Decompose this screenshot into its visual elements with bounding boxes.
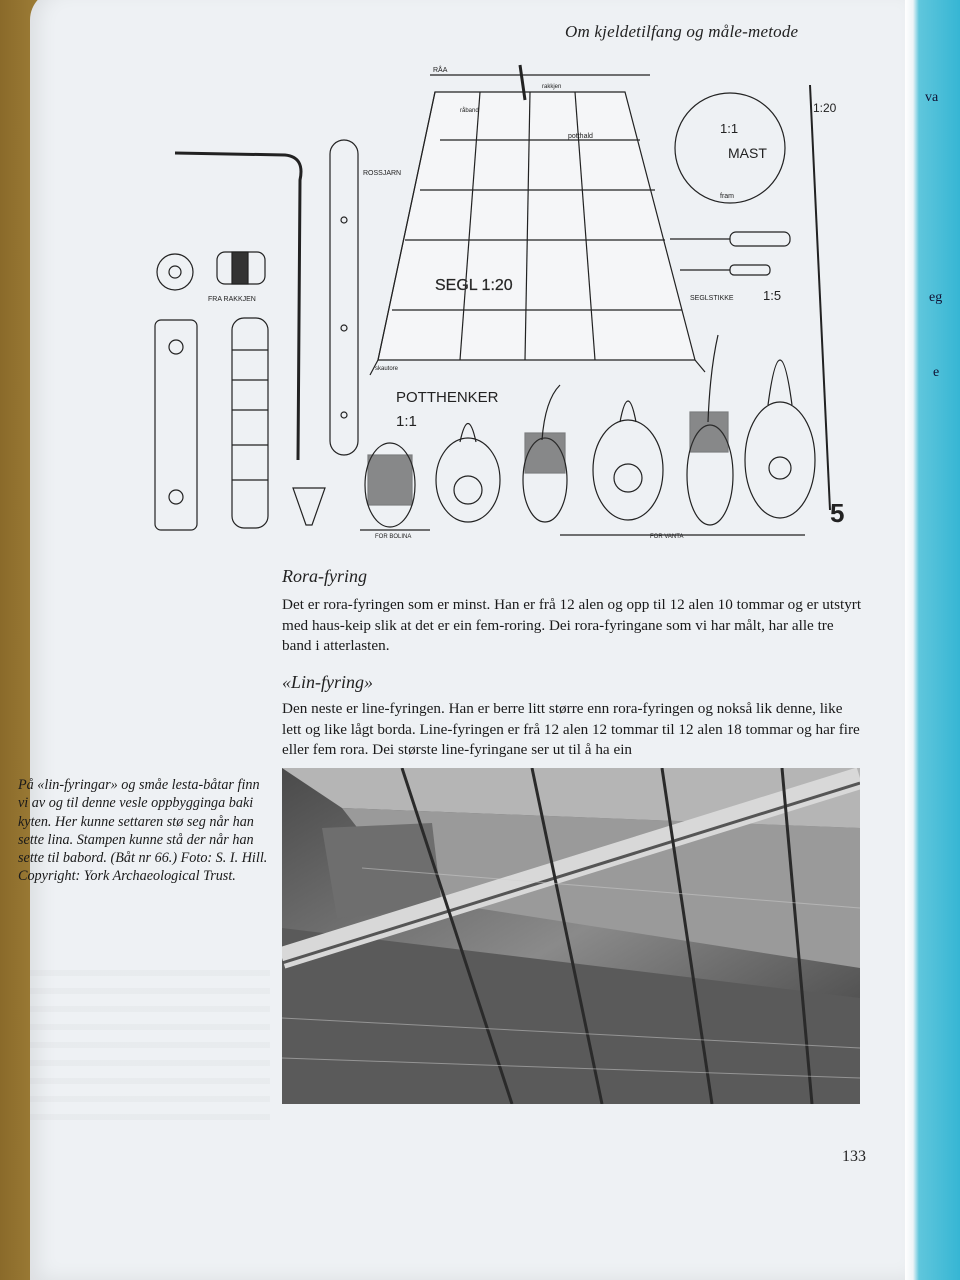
technical-drawing [150,60,860,550]
label-rossjarn: ROSSJARN [363,170,402,177]
label-potthald: potthald [568,133,593,140]
cover-text-fragment: eg [929,290,943,305]
boat-interior-photo [282,768,860,1104]
section-title: «Lin-fyring» [282,672,374,692]
sail-outline [378,92,695,360]
label-potthenker: POTTHENKER [396,389,499,406]
label-segl: SEGL 1:20 [435,277,513,294]
label-mast: MAST [728,145,767,161]
label-seglstikke-scale: 1:5 [763,288,782,303]
cover-text-fragment: e [933,365,940,380]
label-for-vanta: FOR VANTA [650,534,684,540]
label-raa: RÅA [433,67,448,74]
label-scale-120: 1:20 [813,101,837,115]
cover-text-fragment: va [925,90,939,105]
page-number: 133 [842,1148,866,1165]
section-paragraph: Den neste er line-fyringen. Han er berre litt større enn rora-fyringen og nokså lik denne, like lett og like lågt borda. Line-fyringen er frå 12 alen 12 tommar til 12 alen 18 tommar og har fire eller fem rora. Dei største line-fyringane ser ut til å ha ein [282,700,860,758]
label-rakkjen: rakkjen [542,84,562,90]
section-paragraph: Det er rora-fyringen som er minst. Han er frå 12 alen og opp til 12 alen 10 tommar og er utstyrt med haus-keip slik at det er ein fem-roring. Dei rora-fyringane som vi har målt, har alle tre band i atterlasten. [282,596,862,654]
figure-number: 5 [830,498,845,528]
label-fra-rakkjen: FRA RAKKJEN [208,296,256,303]
label-mast-scale: 1:1 [720,121,739,136]
label-skautore: skautore [375,366,399,372]
label-fram: fram [720,193,734,200]
section-title: Rora-fyring [282,566,367,586]
label-seglstikke: SEGLSTIKKE [690,295,734,302]
book-cover-edge [905,0,960,1280]
running-header: Om kjeldetilfang og måle-metode [565,22,799,41]
photo-caption: På «lin-fyringar» og småe lesta-båtar finn vi av og til denne vesle oppbygginga baki kyten. Her kunne settaren stø seg når han sette lina. Stampen kunne stå der når han sette til babord. (Båt nr 66.) Foto: S. I. Hill. Copyright: York Archaeological Trust. [18,777,268,885]
show-through-text [30,960,270,1120]
label-for-bolina: FOR BOLINA [375,534,412,540]
label-potthenker-scale: 1:1 [396,413,417,430]
label-raaband: råband [460,108,479,114]
